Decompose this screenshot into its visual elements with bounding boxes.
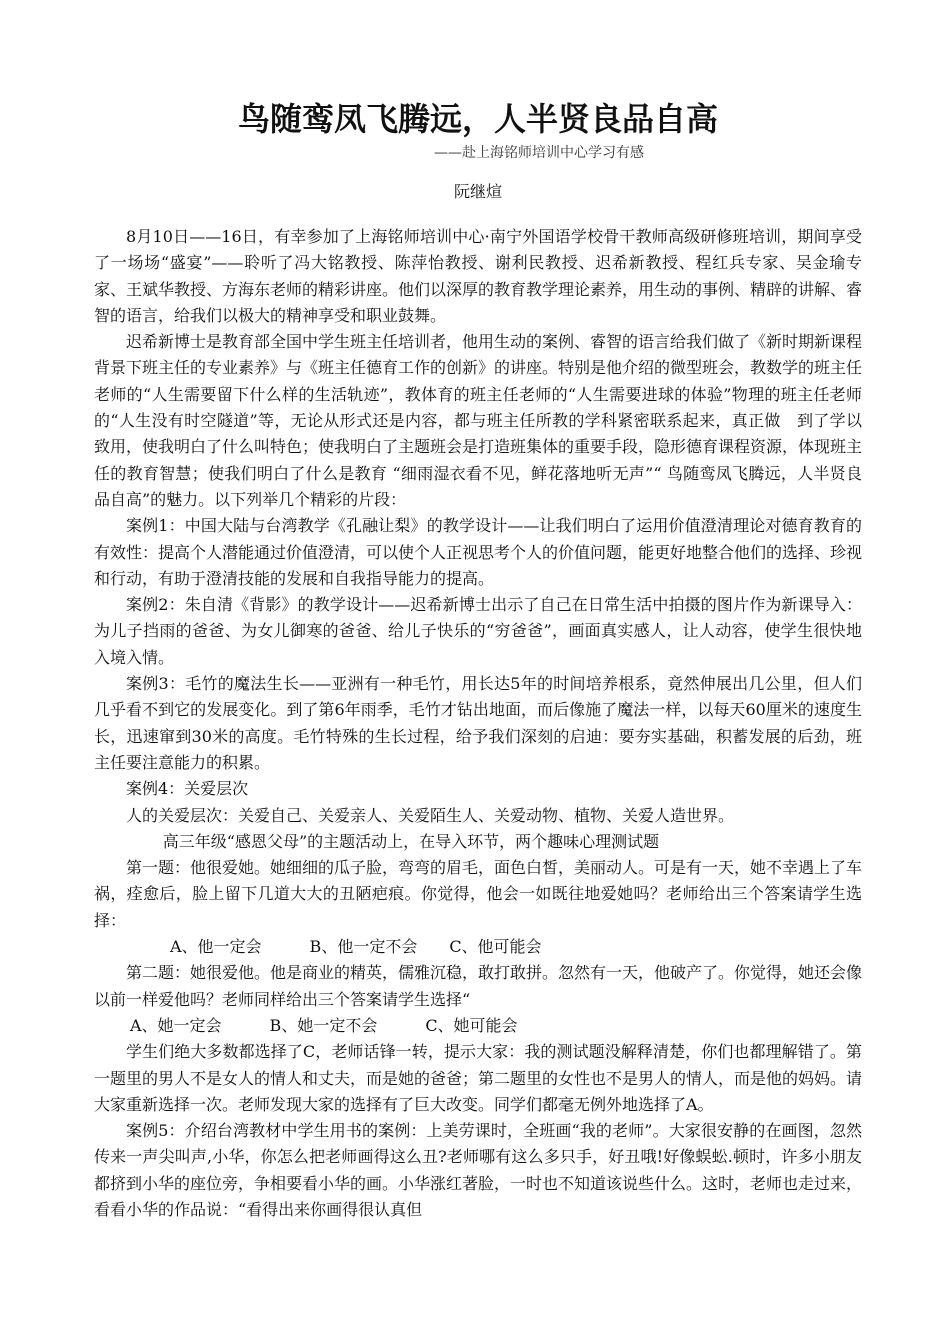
paragraph-case-3: 案例3：毛竹的魔法生长——亚洲有一种毛竹，用长达5年的时间培养根系，竟然伸展出几公里，但人们几乎看不到它的发展变化。到了第6年雨季，毛竹才钻出地面，而后像施了魔法一样，以每天60厘米的速度生长，迅速窜到30米的高度。毛竹特殊的生长过程，给予我们深刻的启迪：要夯实基础，积蓄发展的后劲，班主任要注意能力的积累。: [94, 674, 862, 772]
paragraph-case-4-heading: 案例4：关爱层次: [126, 779, 249, 799]
paragraph-case-2: 案例2：朱自清《背影》的教学设计——迟希新博士出示了自己在日常生活中拍摄的图片作为新课导入：为儿子挡雨的爸爸、为女儿御寒的爸爸、给儿子快乐的“穷爸爸”，画面真实感人，让人动容，使学生很快地入境入情。: [94, 595, 862, 667]
paragraph-result: 学生们绝大多数都选择了C，老师话锋一转，提示大家：我的测试题没解释清楚，你们也都理解错了。第一题里的男人不是女人的情人和丈夫，而是她的爸爸；第二题里的女性也不是男人的情人，而是他的妈妈。请大家重新选择一次。老师发现大家的选择有了巨大改变。同学们都毫无例外地选择了A。: [94, 1042, 863, 1114]
paragraph-case-5: 案例5：介绍台湾教材中学生用书的案例：上美劳课时，全班画“我的老师”。大家很安静的在画图，忽然传来一声尖叫声,小华，你怎么把老师画得这么丑?老师哪有这么多只手，好丑哦!好像蜈蚣.顿时，许多小朋友都挤到小华的座位旁，争相要看小华的画。小华涨红著脸，一时也不知道该说些什么。这时，老师也走过来，看看小华的作品说：“看得出来你画得很认真但: [94, 1121, 863, 1219]
document-title: 鸟随鸾凤飞腾远，人半贤良品自高: [237, 100, 718, 138]
paragraph-activity-intro: 高三年级“感恩父母”的主题活动上，在导入环节，两个趣味心理测试题: [162, 831, 660, 851]
paragraph-question-1: 第一题：他很爱她。她细细的瓜子脸，弯弯的眉毛，面色白皙，美丽动人。可是有一天，她不幸遇上了车祸，痊愈后，脸上留下几道大大的丑陋疤痕。你觉得，他会一如既往地爱她吗？老师给出三个答案请学生选择：: [94, 858, 863, 930]
question-1-choices: A、他一定会 B、他一定不会 C、他可能会: [170, 937, 542, 957]
document-page: [94, 96, 862, 1223]
question-2-choices: A、她一定会 B、她一定不会 C、她可能会: [130, 1015, 518, 1035]
paragraph-question-2: 第二题：她很爱他。他是商业的精英，儒雅沉稳，敢打敢拼。忽然有一天，他破产了。你觉得，她还会像以前一样爱他吗？老师同样给出三个答案请学生选择“: [94, 963, 863, 1009]
paragraph-case-1: 案例1：中国大陆与台湾教学《孔融让梨》的教学设计——让我们明白了运用价值澄清理论对德育教育的有效性：提高个人潜能通过价值澄清，可以使个人正视思考个人的价值问题，能更好地整合他们的选择、珍视和行动，有助于澄清技能的发展和自我指导能力的提高。: [94, 516, 863, 588]
paragraph-intro: 8月10日——16日，有幸参加了上海铭师培训中心·南宁外国语学校骨干教师高级研修班培训，期间享受了一场场“盛宴”——聆听了冯大铭教授、陈萍怡教授、谢利民教授、迟希新教授、程红兵专家、吴金瑜专家、王斌华教授、方海东老师的精彩讲座。他们以深厚的教育教学理论素养，用生动的事例、精辟的讲解、睿智的语言，给我们以极大的精神享受和职业鼓舞。: [94, 227, 863, 325]
paragraph-chi-xixin: 迟希新博士是教育部全国中学生班主任培训者，他用生动的案例、睿智的语言给我们做了《新时期新课程背景下班主任的专业素养》与《班主任德育工作的创新》的讲座。特别是他介绍的微型班会，教数学的班主任老师的“人生需要留下什么样的生活轨迹”，教体育的班主任老师的“人生需要进球的体验”物理的班主任老师的“人生没有时空隧道”等，无论从形式还是内容，都与班主任所教的学科紧密联系起来，真正做 到了学以致用，使我明白了什么叫特色；使我明白了主题班会是打造班集体的重要手段，隐形德育课程资源，体现班主任的教育智慧；使我们明白了什么是教育 “细雨湿衣看不见，鲜花落地听无声”“ 鸟随鸾凤飞腾远，人半贤良品自高”的魅力。以下列举几个精彩的片段：: [94, 332, 863, 509]
document-body: [94, 224, 862, 1223]
paragraph-care-levels: 人的关爱层次：关爱自己、关爱亲人、关爱陌生人、关爱动物、植物、关爱人造世界。: [126, 805, 735, 825]
document-subtitle: ——赴上海铭师培训中心学习有感: [434, 145, 644, 161]
author-name: 阮继煊: [453, 182, 502, 201]
